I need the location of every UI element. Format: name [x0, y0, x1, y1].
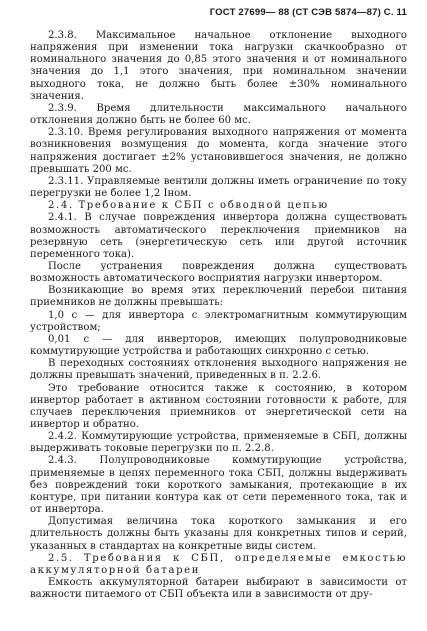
document-body: [30, 30, 407, 601]
paragraph: 1,0 с — для инвертора с электромагнитным коммутирующим устройством;: [30, 309, 407, 333]
paragraph: 2.3.9. Время длительности максимального начального отклонения должно быть не более 60 мс.: [30, 102, 407, 127]
paragraph: 2.3.11. Управляемые вентили должны иметь ограничение по току перегрузки не более 1,2 Iном.: [30, 175, 407, 200]
paragraph: 2.4.2. Коммутирующие устройства, применяемые в СБП, должны выдерживать токовые перегрузки по п. 2.2.8.: [30, 431, 407, 455]
paragraph: 2.3.8. Максимальное начальное отклонение выходного напряжения при изменении тока нагрузки скачкообразно от номинального значения до 0,85 этого значения и от номинального значения до 1,1 этого значения, при номинальном значении выходного тока, не должно быть более ±30% номинального значения.: [30, 30, 407, 102]
paragraph: Емкость аккумуляторной батареи выбирают в зависимости от важности питаемого от СБП объекта или в зависимости от дру-: [30, 577, 407, 601]
paragraph: 2.4.1. В случае повреждения инвертора должна существовать возможность автоматического переключения приемников на резервную сеть (энергетическую сеть или другой источник переменного тока).: [30, 212, 407, 260]
paragraph: После устранения повреждения должна существовать возможность автоматического восприятия нагрузки инвертором.: [30, 260, 407, 285]
section-heading: 2.5. Требования к СБП, определяемые емкостью аккумуляторной батареи: [30, 552, 407, 576]
paragraph: Это требование относится также к состоянию, в котором инвертор работает в активном состоянии готовности к работе, для случаев переключения приемников от энергетической сети на инвертор и обратно.: [30, 382, 407, 430]
paragraph: Возникающие во время этих переключений перебои питания приемников не должны превышать:: [30, 285, 407, 309]
paragraph: Допустимая величина тока короткого замыкания и его длительность должны быть указаны для конкретных типов и серий, указанных в стандартах на конкретные виды систем.: [30, 516, 407, 552]
section-heading: 2.4. Требование к СБП с обводной цепью: [48, 200, 329, 212]
page-header: ГОСТ 27699— 88 (СТ СЭВ 5874—87) С. 11: [209, 7, 407, 18]
paragraph: В переходных состояниях отклонения выходного напряжения не должны превышать значений, приведенных в п. 2.2.6.: [30, 358, 407, 382]
paragraph: 0,01 с — для инверторов, имеющих полупроводниковые коммутирующие устройства и работающих синхронно с сетью.: [30, 333, 407, 358]
paragraph: 2.4.3. Полупроводниковые коммутирующие устройства, применяемые в цепях переменного тока СБП, должны выдерживать без повреждений токи короткого замыкания, протекающие в их контуре, при питании контура как от сети переменного тока, так и от инвертора.: [30, 455, 407, 516]
paragraph: 2.3.10. Время регулирования выходного напряжения от момента возникновения возмущения до момента, когда значение этого напряжения достигает ±2% установившегося значения, не должно превышать 200 мс.: [30, 127, 407, 175]
